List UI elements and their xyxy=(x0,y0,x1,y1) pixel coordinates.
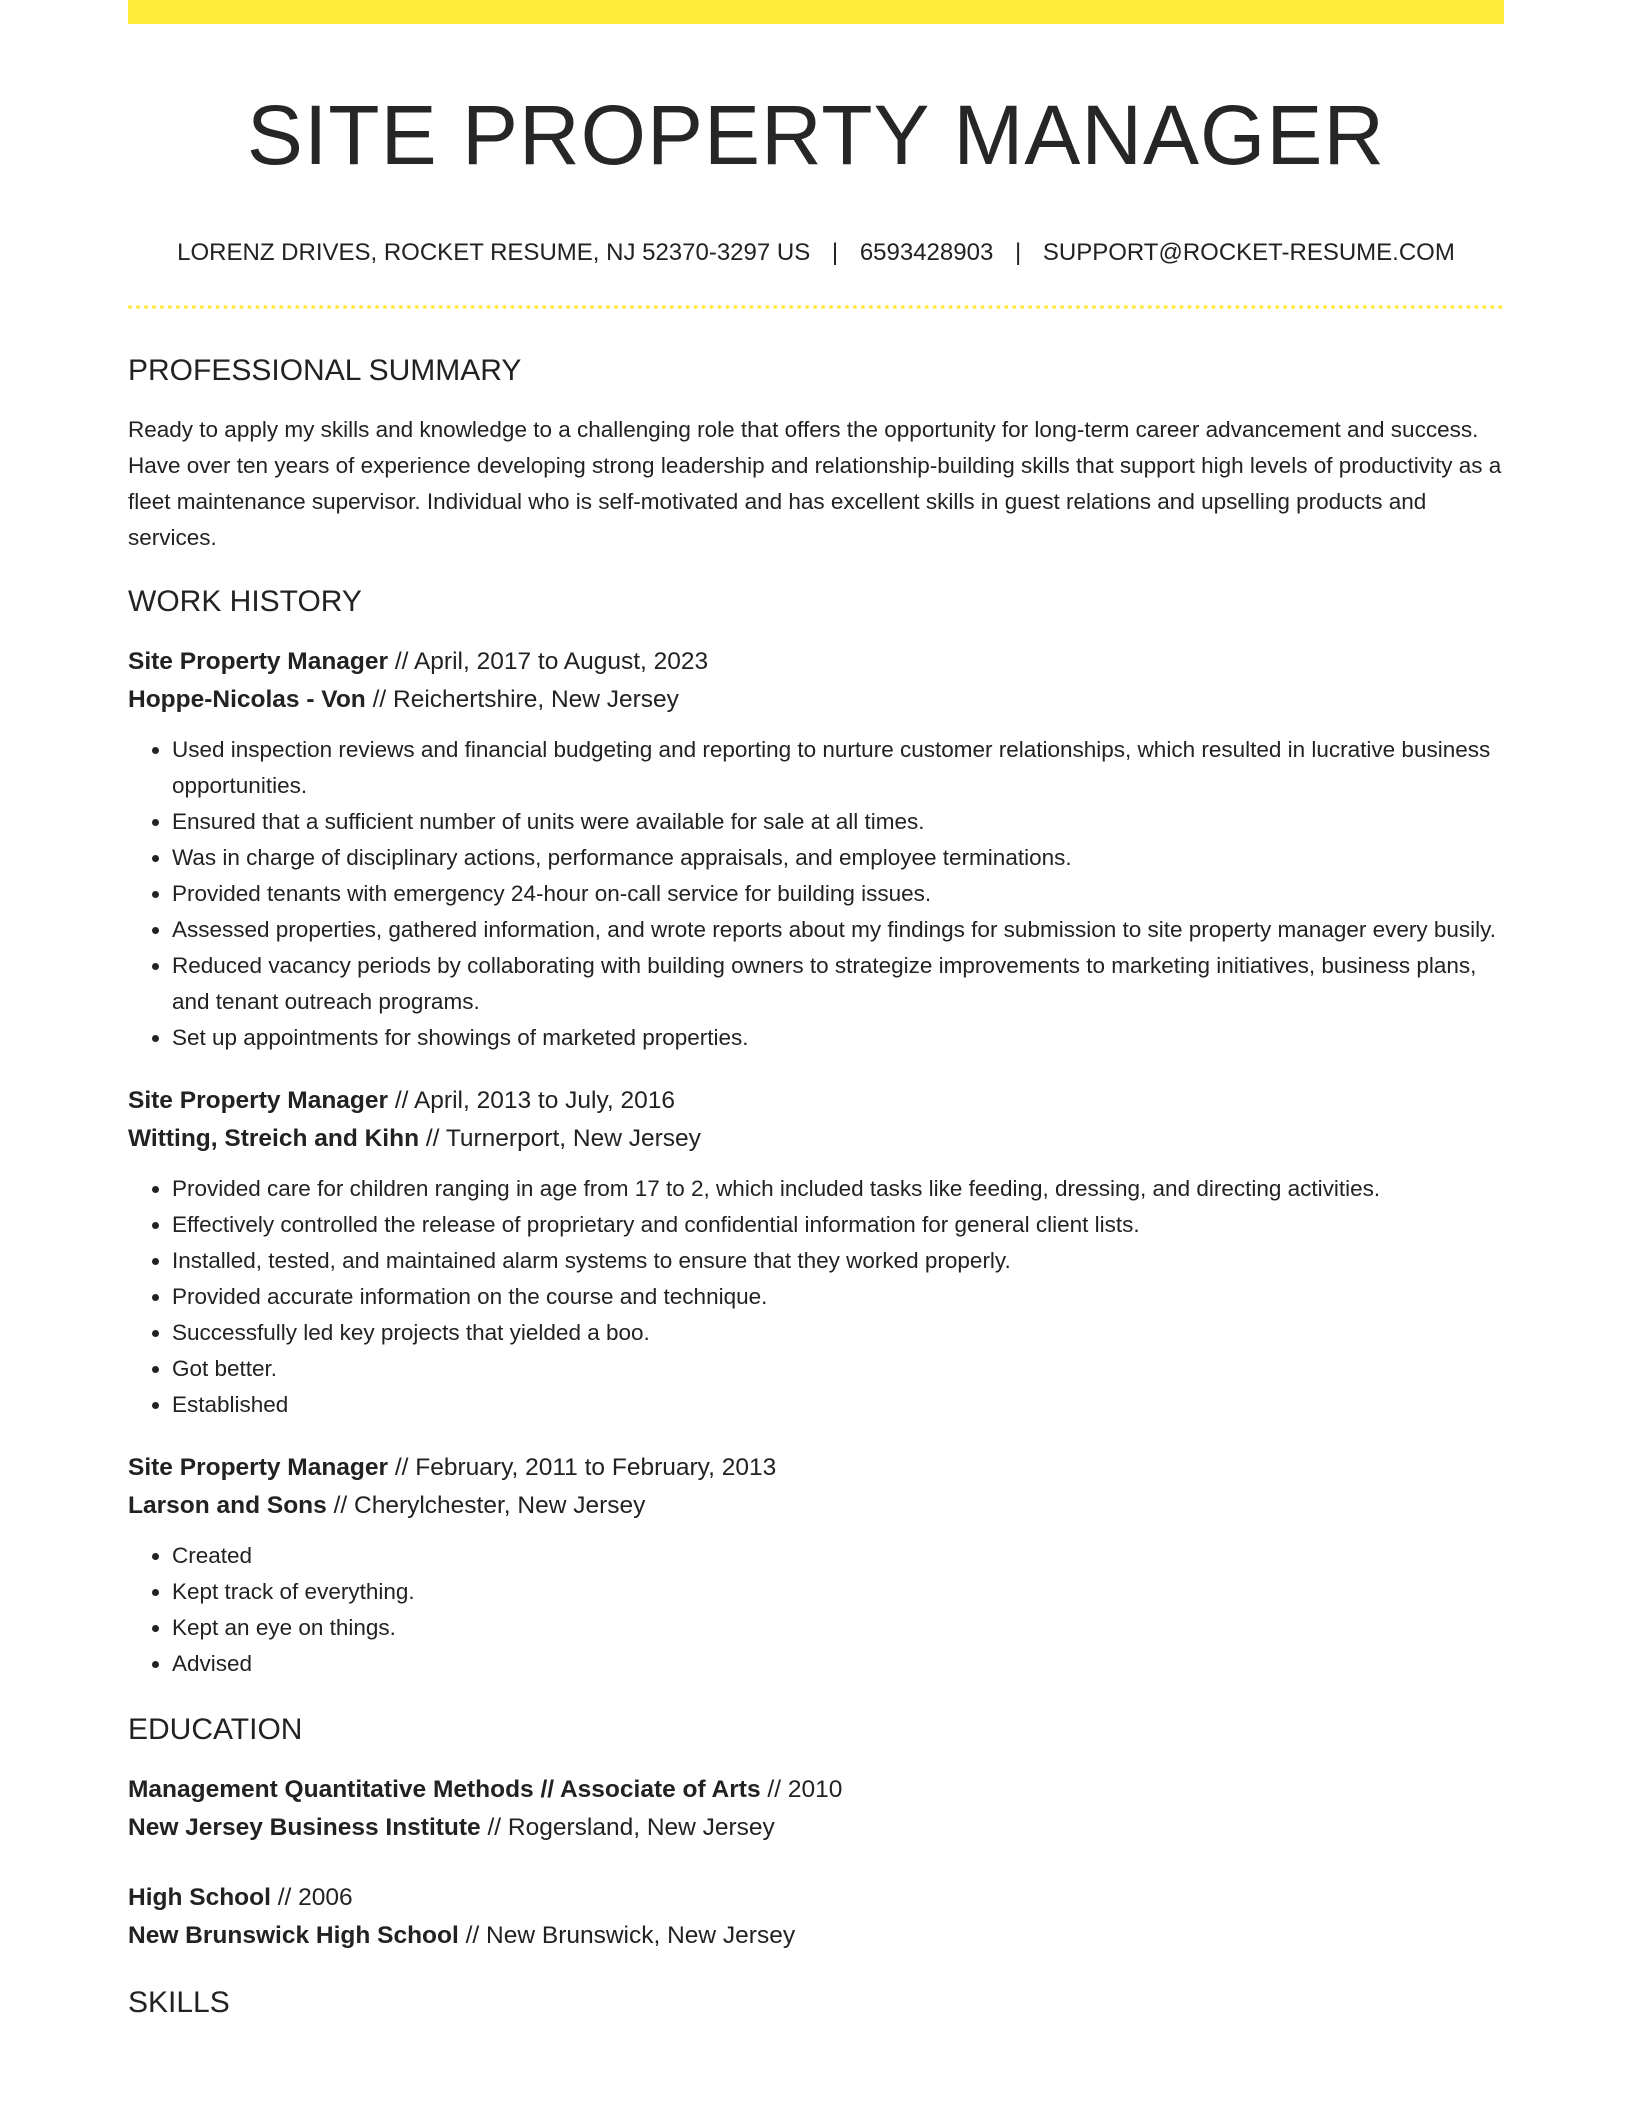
job-company-line xyxy=(128,681,1504,719)
contact-email[interactable]: SUPPORT@ROCKET-RESUME.COM xyxy=(1042,239,1455,266)
summary-heading: PROFESSIONAL SUMMARY xyxy=(128,354,522,387)
education-degree: Management Quantitative Methods // Associate of Arts xyxy=(128,1776,761,1803)
job-title-line xyxy=(128,643,1504,681)
job-title-line xyxy=(128,1449,1504,1487)
duty-item: • Set up appointments for showings of marketed properties. xyxy=(172,1020,1504,1056)
job-separator: // xyxy=(388,1454,416,1481)
duty-item: • Provided tenants with emergency 24-hour on-call service for building issues. xyxy=(172,876,1504,912)
contact-line xyxy=(128,238,1504,268)
job-separator: // xyxy=(388,1087,414,1114)
education-year: 2010 xyxy=(787,1776,843,1803)
duty-item: • Installed, tested, and maintained alarm systems to ensure that they worked properly. xyxy=(172,1243,1504,1279)
job-dates: April, 2013 to July, 2016 xyxy=(413,1087,675,1114)
header-divider xyxy=(128,305,1504,309)
duty-item: • Reduced vacancy periods by collaborating with building owners to strategize improvements to marketing initiatives, business plans, and tenant outreach programs. xyxy=(172,948,1504,1020)
duty-item: • Advised xyxy=(172,1646,1504,1682)
job-separator: // xyxy=(419,1125,446,1152)
job-location: Reichertshire, New Jersey xyxy=(393,686,679,713)
duty-item: • Created xyxy=(172,1538,1504,1574)
duty-item: • Provided accurate information on the course and technique. xyxy=(172,1279,1504,1315)
contact-separator: | xyxy=(1014,239,1022,266)
job-role: Site Property Manager xyxy=(128,1087,389,1114)
education-school: New Jersey Business Institute xyxy=(128,1814,481,1841)
duty-item: • Was in charge of disciplinary actions, performance appraisals, and employee terminations. xyxy=(172,840,1504,876)
education-year: 2006 xyxy=(298,1884,353,1911)
job-company-line xyxy=(128,1487,1504,1525)
job-company-line xyxy=(128,1120,1504,1158)
education-degree-line xyxy=(128,1879,1504,1917)
education-heading: EDUCATION xyxy=(128,1713,303,1746)
duty-item: • Ensured that a sufficient number of units were available for sale at all times. xyxy=(172,804,1504,840)
contact-separator: | xyxy=(831,239,839,266)
duty-item: • Provided care for children ranging in age from 17 to 2, which included tasks like feeding, dressing, and directing activities. xyxy=(172,1171,1504,1207)
job-duties-list xyxy=(128,1538,1504,1682)
duty-item: • Established xyxy=(172,1387,1504,1423)
skills-heading: SKILLS xyxy=(128,1986,230,2019)
education-separator: // xyxy=(270,1884,299,1911)
resume-page xyxy=(128,0,1504,2021)
job-separator: // xyxy=(365,686,393,713)
job-company: Larson and Sons xyxy=(128,1492,327,1519)
job-duties-list xyxy=(128,1171,1504,1423)
job-separator: // xyxy=(388,648,414,675)
resume-name: SITE PROPERTY MANAGER xyxy=(246,88,1386,182)
work-history-heading: WORK HISTORY xyxy=(128,585,362,618)
education-location: Rogersland, New Jersey xyxy=(507,1814,775,1841)
job-dates: February, 2011 to February, 2013 xyxy=(415,1454,777,1481)
education-location: New Brunswick, New Jersey xyxy=(486,1922,796,1949)
job-entry xyxy=(128,1449,1504,1682)
job-company: Hoppe-Nicolas - Von xyxy=(128,686,366,713)
education-separator: // xyxy=(458,1922,487,1949)
education-school: New Brunswick High School xyxy=(128,1922,459,1949)
duty-item: • Got better. xyxy=(172,1351,1504,1387)
header-accent-bar xyxy=(128,0,1504,24)
duty-item: • Used inspection reviews and financial budgeting and reporting to nurture customer relationships, which resulted in lucrative business opportunities. xyxy=(172,732,1504,804)
education-school-line xyxy=(128,1917,1504,1955)
education-separator: // xyxy=(480,1814,508,1841)
education-separator: // xyxy=(760,1776,788,1803)
duty-item: • Kept an eye on things. xyxy=(172,1610,1504,1646)
education-degree: High School xyxy=(128,1884,271,1911)
contact-address: LORENZ DRIVES, ROCKET RESUME, NJ 52370-3297 US xyxy=(177,239,811,266)
job-location: Cherylchester, New Jersey xyxy=(354,1492,646,1519)
duty-item: • Successfully led key projects that yielded a boo. xyxy=(172,1315,1504,1351)
job-title-line xyxy=(128,1082,1504,1120)
job-separator: // xyxy=(326,1492,354,1519)
job-role: Site Property Manager xyxy=(128,1454,389,1481)
education-school-line xyxy=(128,1809,1504,1847)
job-entry xyxy=(128,1082,1504,1423)
job-location: Turnerport, New Jersey xyxy=(445,1125,701,1152)
job-entry xyxy=(128,643,1504,1056)
education-degree-line xyxy=(128,1771,1504,1809)
education-entry xyxy=(128,1879,1504,1955)
contact-phone[interactable]: 6593428903 xyxy=(859,239,994,266)
job-duties-list xyxy=(128,732,1504,1056)
job-dates: April, 2017 to August, 2023 xyxy=(413,648,709,675)
duty-item: • Effectively controlled the release of proprietary and confidential information for general client lists. xyxy=(172,1207,1504,1243)
duty-item: • Assessed properties, gathered information, and wrote reports about my findings for submission to site property manager every busily. xyxy=(172,912,1504,948)
summary-text: Ready to apply my skills and knowledge to a challenging role that offers the opportunity for long-term career advancement and success. Have over ten years of experience developing strong leadership and relationship-building skills that support high levels of productivity as a fleet maintenance supervisor. Individual who is self-motivated and has excellent skills in guest relations and upselling products and services. xyxy=(128,417,1502,550)
job-role: Site Property Manager xyxy=(128,648,389,675)
education-entry xyxy=(128,1771,1504,1847)
duty-item: • Kept track of everything. xyxy=(172,1574,1504,1610)
job-company: Witting, Streich and Kihn xyxy=(128,1125,420,1152)
